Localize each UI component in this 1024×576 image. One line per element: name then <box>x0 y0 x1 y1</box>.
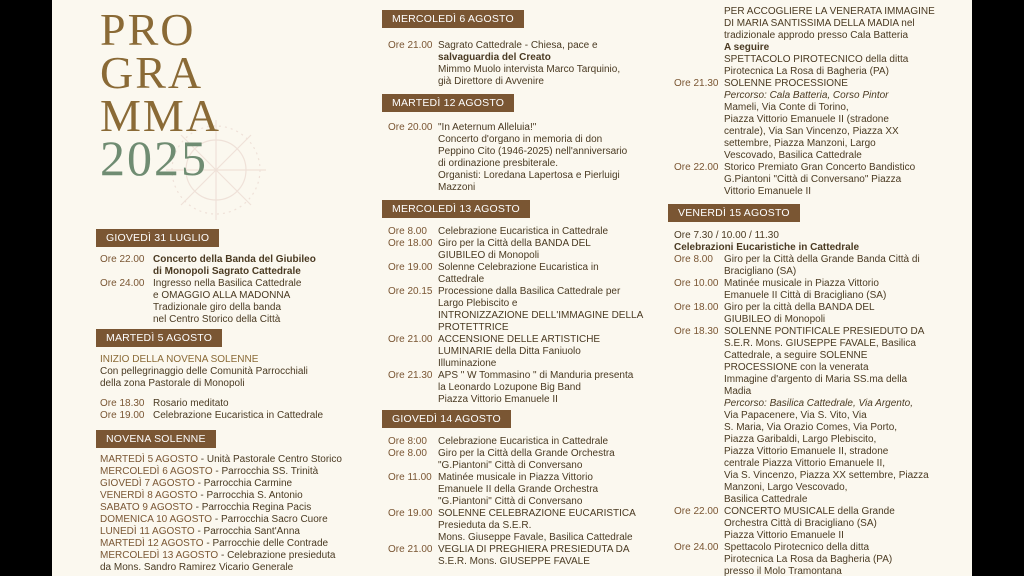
event-line: INTRONIZZAZIONE DELL'IMMAGINE DELLA <box>438 310 644 321</box>
event-row: Ore 19.00 SOLENNE CELEBRAZIONE EUCARISTICA <box>388 508 636 519</box>
event-row: Ore 8.00 Giro per la Città della Grande Banda Città di <box>674 254 920 265</box>
event-row: Ore 18.30 SOLENNE PONTIFICALE PRESIEDUTO DA <box>674 326 925 337</box>
event-line: SPETTACOLO PIROTECNICO della ditta <box>724 54 909 65</box>
event-line: Orchestra Città di Bracigliano (SA) <box>724 518 877 529</box>
novena-intro: INIZIO DELLA NOVENA SOLENNE <box>100 354 259 365</box>
event-line: centrale), Via San Vincenzo, Piazza XX <box>724 126 899 137</box>
event-row: Ore 22.00 Storico Premiato Gran Concerto Bandistico <box>674 162 916 173</box>
event-line: Piazza Vittorio Emanuele II (stradone <box>724 114 889 125</box>
event-line: Vittorio Emanuele II <box>724 186 812 197</box>
header-giovedi-14-agosto: GIOVEDÌ 14 AGOSTO <box>382 410 511 428</box>
novena-row: MARTEDÌ 12 AGOSTO - Parrocchie delle Contrade <box>100 538 329 549</box>
event-line: Celebrazioni Eucaristiche in Cattedrale <box>674 242 860 253</box>
event-line: Concerto d'organo in memoria di don <box>438 134 603 145</box>
novena-row: MARTEDÌ 5 AGOSTO - Unità Pastorale Centro Storico <box>100 454 342 465</box>
event-line: Illuminazione <box>438 358 497 369</box>
event-line: nel Centro Storico della Città <box>153 314 281 325</box>
event-line: Piazza Vittorio Emanuele II, stradone <box>724 446 889 457</box>
event-row: Ore 21.00 Sagrato Cattedrale - Chiesa, pace e <box>388 40 598 51</box>
novena-row: DOMENICA 10 AGOSTO - Parrocchia Sacro Cuore <box>100 514 328 525</box>
event-line: LUMINARIE della Ditta Faniuolo <box>438 346 581 357</box>
novena-row: LUNEDÌ 11 AGOSTO - Parrocchia Sant'Anna <box>100 526 300 537</box>
event-row: Ore 18.00 Giro per la Città della BANDA DEL <box>388 238 591 249</box>
event-line: Via S. Vincenzo, Piazza XX settembre, Piazza <box>724 470 929 481</box>
title-line: MMA <box>100 90 222 141</box>
event-line: Piazza Vittorio Emanuele II <box>438 394 558 405</box>
event-line: Vescovado, Basilica Cattedrale <box>724 150 862 161</box>
event-line: "G.Piantoni" Città di Conversano <box>438 460 583 471</box>
event-line: Immagine d'argento di Maria SS.ma della <box>724 374 908 385</box>
event-row: Ore 8.00 Celebrazione Eucaristica in Cattedrale <box>388 226 609 237</box>
event-row: Ore 20.00 "In Aeternum Alleluia!" <box>388 122 537 133</box>
event-line: PROCESSIONE con la venerata <box>724 362 869 373</box>
event-line: Organisti: Loredana Lapertosa e Pierluigi <box>438 170 620 181</box>
event-line: A seguire <box>724 42 770 53</box>
event-line: Mons. Giuseppe Favale, Basilica Cattedrale <box>438 532 633 543</box>
event-line: settembre, Piazza Manzoni, Largo <box>724 138 876 149</box>
event-line: Emanuele II della Grande Orchestra <box>438 484 599 495</box>
event-row: Ore 11.00 Matinée musicale in Piazza Vittorio <box>388 472 593 483</box>
title-line: PRO <box>100 4 196 55</box>
event-row: Ore 19.00 Solenne Celebrazione Eucaristica in <box>388 262 599 273</box>
event-line: e OMAGGIO ALLA MADONNA <box>153 290 291 301</box>
event-row: Ore 21.30 APS " W Tommasino " di Manduria presenta <box>388 370 634 381</box>
program-poster <box>52 0 972 576</box>
event-line: Cattedrale <box>438 274 485 285</box>
event-line: GIUBILEO di Monopoli <box>438 250 540 261</box>
novena-row: MERCOLEDÌ 6 AGOSTO - Parrocchia SS. Trinità <box>100 466 319 477</box>
event-line: PER ACCOGLIERE LA VENERATA IMMAGINE <box>724 6 935 17</box>
event-row: Ore 22.00 Concerto della Banda del Giubileo <box>100 254 316 265</box>
event-row: Ore 24.00 Spettacolo Pirotecnico della ditta <box>674 542 870 553</box>
event-line: centrale Piazza Vittorio Emanuele II, <box>724 458 886 469</box>
event-row: Ore 20.15 Processione dalla Basilica Cattedrale per <box>388 286 621 297</box>
event-line: Tradizionale giro della banda <box>153 302 282 313</box>
event-line: Pirotecnica La Rosa di Bagheria (PA) <box>724 66 889 77</box>
event-line: Cattedrale, a seguire SOLENNE <box>724 350 868 361</box>
event-line: già Direttore di Avvenire <box>438 76 544 87</box>
event-line: Bracigliano (SA) <box>724 266 797 277</box>
event-line: Presieduta da S.E.R. <box>438 520 532 531</box>
event-line: Piazza Garibaldi, Largo Plebiscito, <box>724 434 877 445</box>
event-line: S.E.R. Mons. GIUSEPPE FAVALE <box>438 556 590 567</box>
event-line: Peppino Cito (1946-2025) nell'anniversario <box>438 146 628 157</box>
event-row: Ore 19.00 Celebrazione Eucaristica in Cattedrale <box>100 410 324 421</box>
event-row: Ore 18.30 Rosario meditato <box>100 398 229 409</box>
event-row: Ore 21.00 VEGLIA DI PREGHIERA PRESIEDUTA DA <box>388 544 630 555</box>
event-line: Pirotecnica La Rosa da Bagheria (PA) <box>724 554 893 565</box>
event-line: DI MARIA SANTISSIMA DELLA MADIA nel <box>724 18 915 29</box>
event-line: Percorso: Basilica Cattedrale, Via Argento, <box>724 398 913 409</box>
event-line: Via Papacenere, Via S. Vito, Via <box>724 410 867 421</box>
event-line: G.Piantoni "Città di Conversano" Piazza <box>724 174 902 185</box>
novena-intro: Con pellegrinaggio delle Comunità Parrocchiali <box>100 366 308 377</box>
event-line: Largo Plebiscito e <box>438 298 518 309</box>
event-line: tradizionale approdo presso Cala Batteria <box>724 30 908 41</box>
header-novena-solenne: NOVENA SOLENNE <box>96 430 216 448</box>
header-martedi-5-agosto: MARTEDÌ 5 AGOSTO <box>96 329 222 347</box>
event-line: Mameli, Via Conte di Torino, <box>724 102 849 113</box>
event-row: Ore 8.00 Giro per la Città della Grande Orchestra <box>388 448 615 459</box>
event-row: Ore 24.00 Ingresso nella Basilica Cattedrale <box>100 278 302 289</box>
program-title <box>100 4 222 186</box>
event-line: presso il Molo Tramontana <box>724 566 842 576</box>
novena-row: SABATO 9 AGOSTO - Parrocchia Regina Pacis <box>100 502 312 513</box>
event-line: "G.Piantoni" Città di Conversano <box>438 496 583 507</box>
event-line: la Leonardo Lozupone Big Band <box>438 382 581 393</box>
title-line: GRA <box>100 47 204 98</box>
title-year: 2025 <box>100 130 208 186</box>
event-line: Percorso: Cala Batteria, Corso Pintor <box>724 90 889 101</box>
event-row: Ore 21.00 ACCENSIONE DELLE ARTISTICHE <box>388 334 601 345</box>
novena-row: GIOVEDÌ 7 AGOSTO - Parrocchia Carmine <box>100 478 293 489</box>
event-line: Mimmo Muolo intervista Marco Tarquinio, <box>438 64 621 75</box>
event-line: GIUBILEO di Monopoli <box>724 314 826 325</box>
novena-row: VENERDÌ 8 AGOSTO - Parrocchia S. Antonio <box>100 490 303 501</box>
event-line: Basilica Cattedrale <box>724 494 808 505</box>
event-line: salvaguardia del Creato <box>438 52 551 63</box>
event-line: S. Maria, Via Orazio Comes, Via Porto, <box>724 422 898 433</box>
event-line: Ore 7.30 / 10.00 / 11.30 <box>674 230 779 241</box>
header-martedi-12-agosto: MARTEDÌ 12 AGOSTO <box>382 94 514 112</box>
event-line: S.E.R. Mons. GIUSEPPE FAVALE, Basilica <box>724 338 916 349</box>
header-mercoledi-6-agosto: MERCOLEDÌ 6 AGOSTO <box>382 10 524 28</box>
header-giovedi-31-luglio: GIOVEDÌ 31 LUGLIO <box>96 229 219 247</box>
event-line: Manzoni, Largo Vescovado, <box>724 482 848 493</box>
event-line: di Monopoli Sagrato Cattedrale <box>153 266 301 277</box>
event-row: Ore 8:00 Celebrazione Eucaristica in Cattedrale <box>388 436 609 447</box>
event-line: Madia <box>724 386 752 397</box>
event-row: Ore 10.00 Matinée musicale in Piazza Vittorio <box>674 278 879 289</box>
event-line: di ordinazione presbiterale. <box>438 158 559 169</box>
header-venerdi-15-agosto: VENERDÌ 15 AGOSTO <box>668 204 800 222</box>
novena-row: MERCOLEDÌ 13 AGOSTO - Celebrazione presieduta <box>100 550 336 561</box>
novena-row: da Mons. Sandro Ramirez Vicario Generale <box>100 562 294 573</box>
event-row: Ore 22.00 CONCERTO MUSICALE della Grande <box>674 506 895 517</box>
event-line: Piazza Vittorio Emanuele II <box>724 530 844 541</box>
header-mercoledi-13-agosto: MERCOLEDÌ 13 AGOSTO <box>382 200 530 218</box>
novena-intro: della zona Pastorale di Monopoli <box>100 378 245 389</box>
event-line: PROTETTRICE <box>438 322 509 333</box>
event-row: Ore 18.00 Giro per la città della BANDA DEL <box>674 302 875 313</box>
event-line: Emanuele II Città di Bracigliano (SA) <box>724 290 887 301</box>
event-row: Ore 21.30 SOLENNE PROCESSIONE <box>674 78 848 89</box>
event-line: Mazzoni <box>438 182 476 193</box>
